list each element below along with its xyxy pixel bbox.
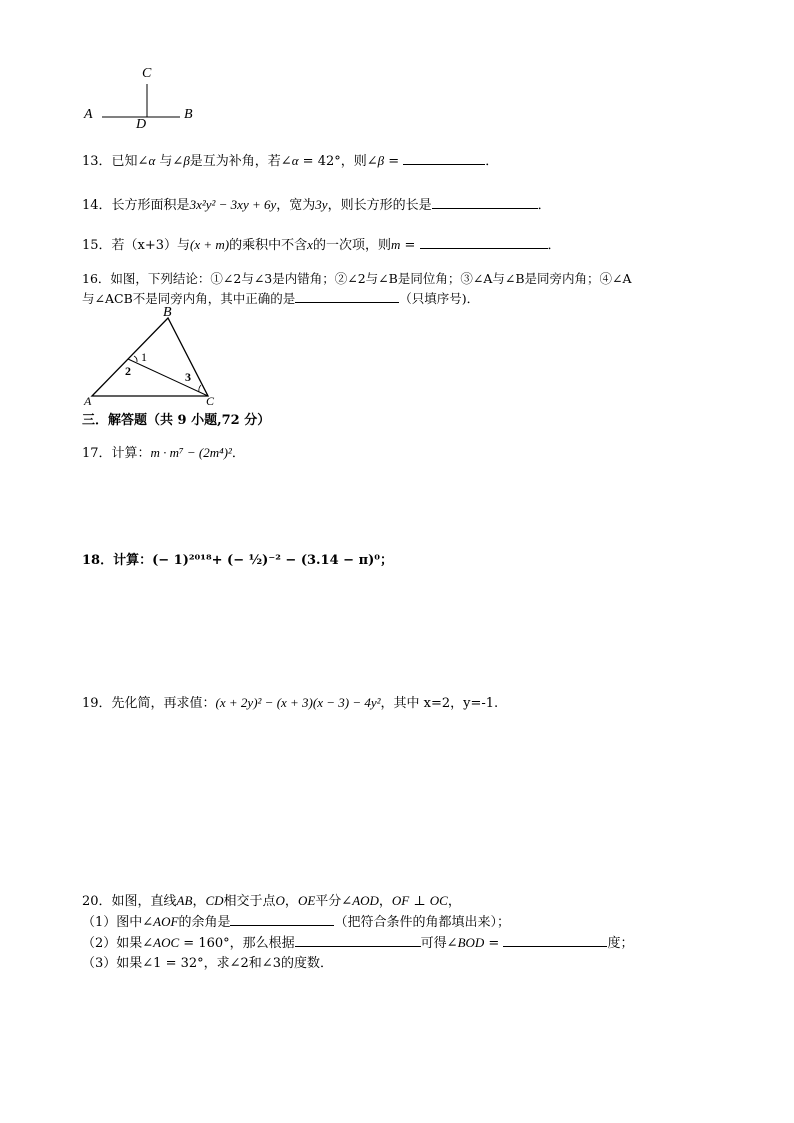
question-19: 19．先化简，再求值：(x + 2y)² − (x + 3)(x − 3) − 4y²，其中 x=2，y=-1.: [82, 695, 499, 711]
question-20-part3: （3）如果∠1 = 32°，求∠2和∠3的度数．: [82, 956, 333, 971]
label-B-triangle: B: [163, 305, 172, 320]
answer-blank-20-2b[interactable]: [503, 934, 607, 947]
question-16-line2: 与∠ACB不是同旁内角，其中正确的是 （只填序号)．: [82, 291, 480, 306]
question-20-part1: （1）图中∠AOF的余角是 （把符合条件的角都填出来）；: [82, 914, 510, 930]
question-17: 17．计算：m · m⁷ − (2m⁴)²．: [82, 445, 245, 461]
answer-blank-15[interactable]: [420, 236, 548, 249]
answer-blank-13[interactable]: [403, 152, 485, 165]
question-18: 18．计算：(− 1)²⁰¹⁸+ (− ½)⁻² − (3.14 − π)⁰；: [82, 553, 393, 568]
label-C: C: [142, 66, 152, 81]
label-1: 1: [141, 350, 147, 364]
question-16-line1: 16．如图，下列结论：①∠2与∠3是内错角；②∠2与∠B是同位角；③∠A与∠B是同旁内角；④∠A: [82, 271, 632, 286]
question-14: 14．长方形面积是3x²y² − 3xy + 6y，宽为3y，则长方形的长是 ．: [82, 197, 551, 213]
label-2: 2: [125, 364, 131, 378]
question-20-part2: （2）如果∠AOC = 160°，那么根据 可得∠BOD = 度；: [82, 935, 634, 951]
question-20-stem: 20．如图，直线AB，CD相交于点O，OE平分∠AOD，OF ⊥ OC，: [82, 893, 461, 909]
label-3: 3: [185, 370, 191, 384]
answer-blank-14[interactable]: [432, 196, 538, 209]
question-13: 13．已知∠α 与∠β是互为补角，若∠α = 42°，则∠β = ．: [82, 153, 499, 169]
answer-blank-20-1[interactable]: [230, 913, 334, 926]
label-C-triangle: C: [206, 394, 215, 408]
section-3-title: 三．解答题（共 9 小题,72 分）: [82, 413, 271, 428]
question-15: 15．若（x+3）与(x + m)的乘积中不含x的一次项，则m = ．: [82, 237, 561, 253]
label-D: D: [136, 117, 147, 132]
label-A: A: [84, 107, 93, 122]
figure-triangle: [80, 300, 240, 410]
label-B: B: [184, 107, 193, 122]
answer-blank-20-2a[interactable]: [295, 934, 421, 947]
answer-blank-16[interactable]: [295, 290, 399, 303]
label-A-triangle: A: [84, 394, 92, 408]
